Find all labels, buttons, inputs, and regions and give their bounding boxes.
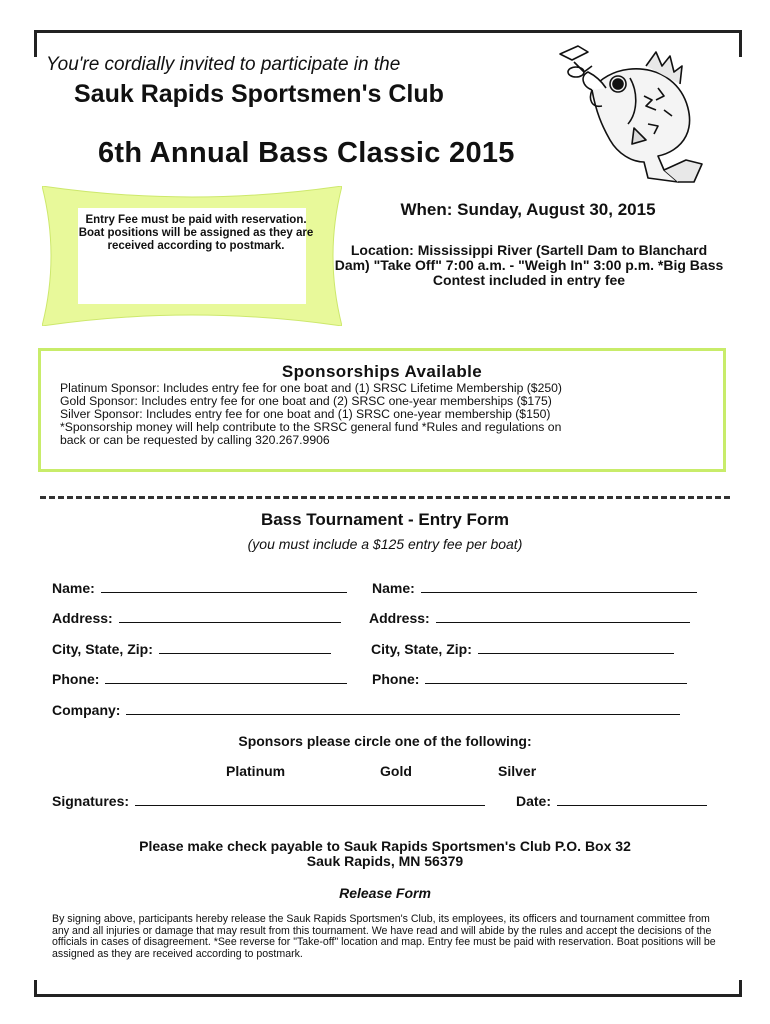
address-line[interactable]: [436, 610, 690, 623]
sponsor-line-gold: Gold Sponsor: Includes entry fee for one boat and (2) SRSC one-year memberships ($175): [60, 394, 552, 408]
event-title: 6th Annual Bass Classic 2015: [98, 137, 515, 169]
payable-instructions: [40, 839, 730, 869]
city-label: City, State, Zip:: [371, 641, 472, 657]
address-field-2[interactable]: [369, 610, 690, 626]
city-label: City, State, Zip:: [52, 641, 153, 657]
entry-form-subtitle: (you must include a $125 entry fee per boat): [247, 536, 523, 552]
invite-line: You're cordially invited to participate in the: [46, 54, 401, 75]
payable-line-1: Please make check payable to Sauk Rapids Sportsmen's Club P.O. Box 32: [139, 838, 631, 854]
option-gold[interactable]: Gold: [380, 763, 412, 779]
company-field[interactable]: [52, 702, 680, 718]
address-line[interactable]: [119, 610, 341, 623]
sponsorships-details: [60, 382, 710, 447]
date-field[interactable]: [516, 793, 707, 809]
name-label: Name:: [372, 580, 415, 596]
name-label: Name:: [52, 580, 95, 596]
signatures-line[interactable]: [135, 793, 485, 806]
entry-fee-note: Entry Fee must be paid with reservation. Boat positions will be assigned as they are received according to postmark.: [78, 214, 314, 252]
sponsor-line-platinum: Platinum Sponsor: Includes entry fee for one boat and (1) SRSC Lifetime Membership ($250): [60, 381, 562, 395]
signatures-field[interactable]: [52, 793, 485, 809]
phone-label: Phone:: [52, 671, 100, 687]
company-line[interactable]: [126, 702, 680, 715]
phone-field-1[interactable]: [52, 671, 347, 687]
phone-line[interactable]: [105, 671, 347, 684]
bottom-frame-bracket: [34, 980, 742, 997]
date-label: Date:: [516, 793, 552, 809]
name-line[interactable]: [101, 580, 347, 593]
company-label: Company:: [52, 702, 121, 718]
bass-fish-illustration: [552, 36, 732, 186]
city-field-1[interactable]: [52, 641, 331, 657]
phone-line[interactable]: [425, 671, 687, 684]
sponsor-circle-prompt: Sponsors please circle one of the following:: [238, 733, 532, 749]
event-location: Location: Mississippi River (Sartell Dam to Blanchard Dam) "Take Off" 7:00 a.m. - "Weigh In" 3:00 p.m. *Big Bass Contest included in entry fee: [334, 242, 724, 288]
name-field-1[interactable]: [52, 580, 347, 596]
cut-line-divider: [40, 496, 730, 499]
city-line[interactable]: [159, 641, 331, 654]
date-line[interactable]: [557, 793, 707, 806]
release-form-title: Release Form: [339, 885, 431, 901]
club-name: Sauk Rapids Sportsmen's Club: [74, 80, 444, 108]
name-line[interactable]: [421, 580, 697, 593]
address-label: Address:: [52, 610, 113, 626]
phone-label: Phone:: [372, 671, 420, 687]
sponsorships-title: Sponsorships Available: [281, 362, 483, 381]
payable-line-2: Sauk Rapids, MN 56379: [306, 853, 464, 869]
signatures-label: Signatures:: [52, 793, 130, 809]
name-field-2[interactable]: [372, 580, 697, 596]
event-date: When: Sunday, August 30, 2015: [400, 200, 656, 219]
city-line[interactable]: [478, 641, 674, 654]
sponsor-line-silver: Silver Sponsor: Includes entry fee for one boat and (1) SRSC one-year membership ($150): [60, 407, 551, 421]
entry-form-title: Bass Tournament - Entry Form: [260, 510, 510, 529]
release-form-text: By signing above, participants hereby release the Sauk Rapids Sportsmen's Club, its employees, its officers and tournament committee from any and all injuries or damage that may result from this tournament. We have read and will abide by the rules and accept the decisions of the officials in cases of disagreement. *See reverse for "Take-off" location and map. Entry fee must be paid with reservation. Boat positions will be assigned as they are received according to postmark.: [52, 913, 716, 960]
address-field-1[interactable]: [52, 610, 341, 626]
phone-field-2[interactable]: [372, 671, 687, 687]
address-label: Address:: [369, 610, 430, 626]
option-silver[interactable]: Silver: [498, 763, 537, 779]
sponsor-line-note: *Sponsorship money will help contribute to the SRSC general fund *Rules and regulations on: [60, 420, 562, 434]
city-field-2[interactable]: [371, 641, 674, 657]
option-platinum[interactable]: Platinum: [226, 763, 286, 779]
entry-fee-burst-shape: [42, 186, 342, 326]
sponsor-line-contact: back or can be requested by calling 320.267.9906: [60, 433, 330, 447]
